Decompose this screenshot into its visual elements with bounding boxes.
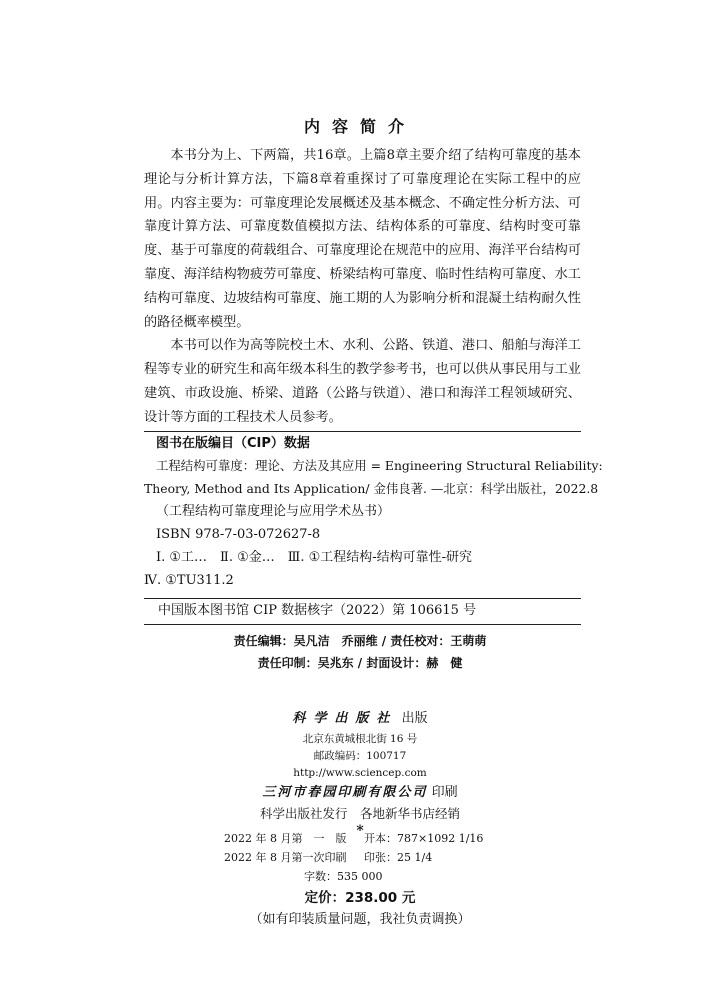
printer-line [0,782,720,804]
printer-name: 三河市春园印刷有限公司 [262,785,428,800]
edition-printing: 2022 年 8 月第一次印刷 [224,851,347,864]
cip-record-number: 中国版本图书馆 CIP 数据核字（2022）第 106615 号 [158,603,477,618]
word-count: 字数：535 000 [304,870,383,883]
separator-star: * [356,823,364,839]
price: 定价：238.00 元 [304,890,416,906]
cip-class-line-2: Ⅳ. ①TU311.2 [144,573,234,588]
edition-row-1 [224,829,483,848]
cip-isbn: ISBN 978-7-03-072627-8 [156,527,321,542]
editors-line-2: 责任印制：吴兆东 / 封面设计：赫 健 [257,656,463,670]
publisher-address: 北京东黄城根北街 16 号 [302,733,418,745]
summary-text [144,144,581,430]
publisher-block [0,707,720,838]
publisher-postcode: 邮政编码：100717 [313,750,407,762]
edition-first: 2022 年 8 月第 一 版 [224,832,347,845]
format-size: 开本：787×1092 1/16 [364,832,484,845]
summary-title: 内容简介 [303,117,416,136]
quality-notice: （如有印装质量问题，我社负责调换） [249,912,471,927]
cip-middle-rule [144,598,581,599]
sheet-count: 印张：25 1/4 [364,851,433,864]
publisher-line [0,707,720,731]
cip-title-line-1: 工程结构可靠度：理论、方法及其应用 = Engineering Structural Reliability: [156,458,603,473]
cip-class-line-1: Ⅰ. ①工… Ⅱ. ①金… Ⅲ. ①工程结构-结构可靠性-研究 [156,550,473,565]
printer-suffix: 印刷 [431,785,458,800]
edition-info [224,829,483,886]
cip-series: （工程结构可靠度理论与应用学术丛书） [156,504,391,519]
cip-bottom-rule [144,624,581,625]
cip-heading: 图书在版编目（CIP）数据 [156,436,310,451]
cip-block [144,434,603,592]
edition-row-2 [224,848,483,867]
edition-row-3 [224,867,483,886]
editors-block [0,630,720,674]
publisher-name: 科学出版社 [292,711,398,726]
distribution-line: 科学出版社发行 各地新华书店经销 [259,806,460,821]
editors-line-1: 责任编辑：吴凡洁 乔丽维 / 责任校对：王萌萌 [233,634,487,648]
summary-paragraph-2: 本书可以作为高等院校土木、水利、公路、铁道、港口、船舶与海洋工程等专业的研究生和高年级本科生的教学参考书，也可以供从事民用与工业建筑、市政设施、桥梁、道路（公路与铁道）、港口和海洋工程领域研究、设计等方面的工程技术人员参考。 [144,338,581,425]
publisher-suffix: 出版 [401,711,428,726]
summary-paragraph-1: 本书分为上、下两篇，共16章。上篇8章主要介绍了结构可靠度的基本理论与分析计算方法，下篇8章着重探讨了可靠度理论在实际工程中的应用。内容主要为：可靠度理论发展概述及基本概念、不确定性分析方法、可靠度计算方法、可靠度数值模拟方法、结构体系的可靠度、结构时变可靠度、基于可靠度的荷载组合、可靠度理论在规范中的应用、海洋平台结构可靠度、海洋结构物疲劳可靠度、桥梁结构可靠度、临时性结构可靠度、水工结构可靠度、边坡结构可靠度、施工期的人为影响分析和混凝土结构耐久性的路径概率模型。 [144,148,581,330]
publisher-url: http://www.sciencep.com [293,767,427,779]
cip-top-rule [144,431,581,432]
cip-title-line-2: Theory, Method and Its Application/ 金伟良著. —北京：科学出版社，2022.8 [144,481,599,496]
